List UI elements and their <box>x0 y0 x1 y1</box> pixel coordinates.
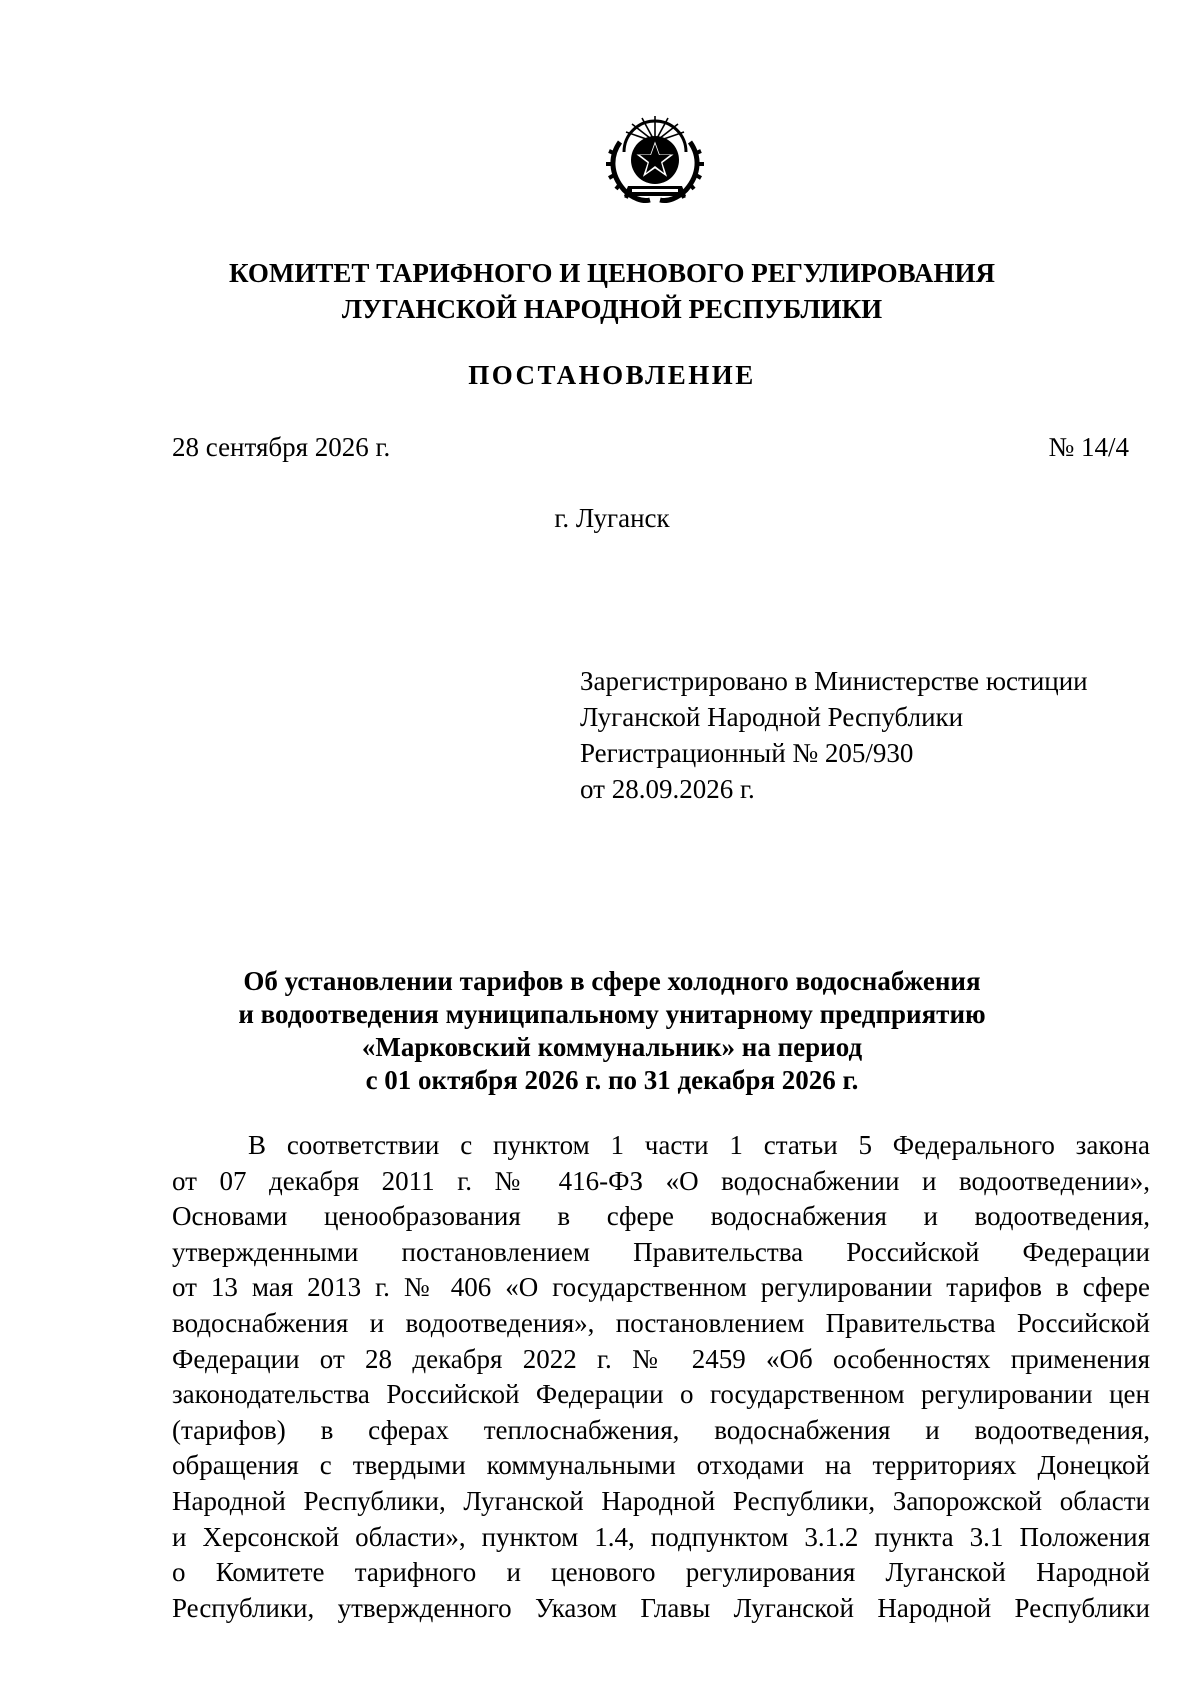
registration-line: Регистрационный № 205/930 <box>580 738 914 768</box>
organization-name-line-1: КОМИТЕТ ТАРИФНОГО И ЦЕНОВОГО РЕГУЛИРОВАНИЯ <box>228 258 995 288</box>
registration-line: Зарегистрировано в Министерстве юстиции <box>580 666 1088 696</box>
document-title <box>210 965 1014 1097</box>
body-line: и Херсонской области», пунктом 1.4, подпунктом 3.1.2 пункта 3.1 Положения <box>172 1521 1150 1552</box>
registration-note <box>580 663 1088 807</box>
organization-name-line-2: ЛУГАНСКОЙ НАРОДНОЙ РЕСПУБЛИКИ <box>341 294 883 324</box>
document-city: г. Луганск <box>554 503 670 533</box>
body-line: от 13 мая 2013 г. № 406 «О государственном регулировании тарифов в сфере <box>172 1272 1150 1303</box>
document-title-line: «Марковский коммунальник» на период <box>361 1032 863 1062</box>
body-line: Основами ценообразования в сфере водоснабжения и водоотведения, <box>172 1201 1150 1232</box>
body-line: законодательства Российской Федерации о государственном регулировании цен <box>172 1379 1150 1410</box>
body-line: обращения с твердыми коммунальными отходами на территориях Донецкой <box>172 1450 1150 1481</box>
document-title-line: Об установлении тарифов в сфере холодного водоснабжения <box>243 966 981 996</box>
document-title-line: с 01 октября 2026 г. по 31 декабря 2026 г. <box>365 1065 859 1095</box>
body-line: (тарифов) в сферах теплоснабжения, водоснабжения и водоотведения, <box>172 1414 1150 1445</box>
document-date: 28 сентября 2026 г. <box>172 432 391 462</box>
organization-name <box>200 255 1024 327</box>
body-line: Республики, утвержденного Указом Главы Луганской Народной Республики <box>172 1592 1150 1623</box>
body-line: Федерации от 28 декабря 2022 г. № 2459 «Об особенностях применения <box>172 1343 1150 1374</box>
body-line: водоснабжения и водоотведения», постановлением Правительства Российской <box>172 1307 1150 1338</box>
body-line: В соответствии с пунктом 1 части 1 статьи 5 Федерального закона <box>248 1130 1150 1160</box>
registration-line: Луганской Народной Республики <box>580 702 964 732</box>
body-line: утвержденными постановлением Правительства Российской Федерации <box>172 1236 1150 1267</box>
registration-line: от 28.09.2026 г. <box>580 774 755 804</box>
body-line: о Комитете тарифного и ценового регулирования Луганской Народной <box>172 1557 1150 1588</box>
document-title-line: и водоотведения муниципальному унитарному предприятию <box>238 999 986 1029</box>
body-paragraph <box>172 1128 1150 1626</box>
document-number: № 14/4 <box>1048 432 1129 462</box>
coat-of-arms-icon <box>602 112 708 208</box>
document-type: ПОСТАНОВЛЕНИЕ <box>468 360 756 390</box>
body-line: от 07 декабря 2011 г. № 416-ФЗ «О водоснабжении и водоотведении», <box>172 1165 1150 1196</box>
body-line: Народной Республики, Луганской Народной Республики, Запорожской области <box>172 1485 1150 1516</box>
